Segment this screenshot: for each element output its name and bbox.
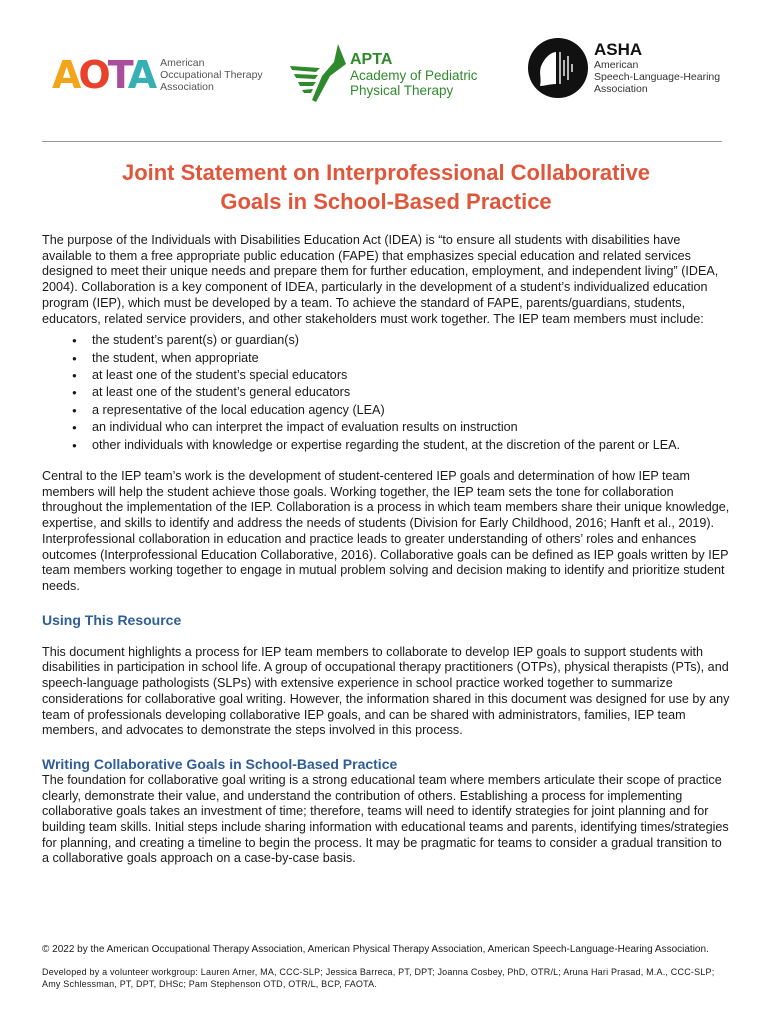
aota-line-1: American (160, 57, 205, 69)
workgroup-credits: Developed by a volunteer workgroup: Lauren Arner, MA, CCC-SLP; Jessica Barreca, PT, DPT; Joanna Cosbey, PhD, OTR/L; Aruna Hari Prasad, M.A., CCC-SLP; Amy Schlessman, PT, DPT, DHSc; Pam Stephenson OTD, OTR/L, BCP, FAOTA. (42, 967, 715, 989)
list-item: ● at least one of the student’s general educators (92, 384, 732, 401)
page-title-line-2: Goals in School-Based Practice (220, 189, 552, 214)
aota-logo-mark (52, 53, 155, 97)
apta-name: APTA (350, 50, 393, 68)
list-item: ● the student, when appropriate (92, 350, 732, 367)
document-body (42, 233, 732, 867)
asha-logo (528, 38, 720, 98)
asha-profile-icon (528, 38, 588, 98)
page-title-line-1: Joint Statement on Interprofessional Collaborative (121, 160, 651, 185)
apta-logo (286, 42, 478, 106)
using-resource-paragraph: This document highlights a process for IEP team members to collaborate to develop IEP goals to support students with disabilities in participation in school life. A group of occupational therapy practitioners (OTPs), physical therapists (PTs), and speech-language pathologists (SLPs) with extensive experience in school practice worked together to summarize considerations for collaborative goal writing. However, the information shared in this document was designed for use by any team of professionals developing collaborative IEP goals, and can be shared with administrators, families, IEP team members, and advocates to demonstrate the steps involved in this process. (42, 644, 730, 738)
apta-line-2: Physical Therapy (350, 82, 454, 98)
aota-logo-text (160, 57, 263, 93)
aota-logo (52, 53, 263, 97)
copyright-notice: © 2022 by the American Occupational Therapy Association, American Physical Therapy Association, American Speech-Language-Hearing Association. (42, 944, 709, 955)
writing-goals-heading: Writing Collaborative Goals in School-Based Practice (42, 755, 398, 772)
aota-letter-o: O (78, 53, 108, 97)
apta-line-1: Academy of Pediatric (350, 67, 478, 83)
list-item: ● at least one of the student’s special educators (92, 367, 732, 384)
aota-line-3: Association (160, 81, 214, 93)
page-title (42, 158, 730, 216)
asha-logo-text (594, 41, 720, 95)
header-divider (42, 141, 722, 142)
using-resource-heading: Using This Resource (42, 611, 182, 628)
aota-letter-a2: A (127, 53, 155, 97)
list-item: ● an individual who can interpret the impact of evaluation results on instruction (92, 419, 732, 436)
list-item: ● the student’s parent(s) or guardian(s) (92, 332, 732, 349)
iep-team-member-list (42, 332, 732, 454)
list-item: ● a representative of the local education agency (LEA) (92, 402, 732, 419)
intro-paragraph: The purpose of the Individuals with Disabilities Education Act (IDEA) is “to ensure all students with disabilities have available to them a free appropriate public education (FAPE) that emphasizes special education and related services designed to meet their unique needs and prepare them for further education, employment, and independent living” (IDEA, 2004). Collaboration is a key component of IDEA, particularly in the development of a student’s individualized education program (IEP), which must be developed by a team. To achieve the standard of FAPE, parents/guardians, students, educators, related service providers, and other stakeholders must work together. The IEP team members must include: (42, 233, 719, 326)
asha-line-3: Association (594, 83, 648, 95)
writing-goals-paragraph: The foundation for collaborative goal writing is a strong educational team where members articulate their scope of practice clearly, demonstrate their value, and understand the contribution of others. Establishing a process for implementing collaborative goals takes an investment of time; therefore, teams will need to identify strategies for joint planning and for building team skills. Initial steps include sharing information with educational teams and parents, identifying times/strategies for planning, and creating a timeline to begin the process. It may be pragmatic for teams to consider a gradual transition to a collaborative goals approach on a case-by-case basis. (42, 772, 729, 866)
aota-letter-a: A (52, 53, 79, 97)
asha-line-1: American (594, 59, 639, 71)
list-item: ● other individuals with knowledge or expertise regarding the student, at the discretion of the parent or LEA. (92, 437, 732, 454)
apta-swoosh-icon (286, 42, 348, 106)
asha-name: ASHA (594, 40, 643, 59)
asha-line-2: Speech-Language-Hearing (594, 71, 721, 83)
logo-bar (0, 38, 768, 118)
aota-letter-t: T (107, 53, 128, 97)
collaboration-paragraph: Central to the IEP team’s work is the development of student-centered IEP goals and determination of how IEP team members will help the student achieve those goals. Working together, the IEP team sets the tone for collaboration throughout the implementation of the IEP. Collaboration is a process in which team members share their unique knowledge, expertise, and skills to identify and address the needs of students (Division for Early Childhood, 2016; Hanft et al., 2019). Interprofessional collaboration in education and practice leads to greater understanding of others’ roles and enhances outcomes (Interprofessional Education Collaborative, 2016). Collaborative goals can be defined as IEP goals written by IEP team members working together to engage in mutual problem solving and decision making to identify and prioritize student needs. (42, 469, 730, 593)
aota-line-2: Occupational Therapy (160, 69, 263, 81)
apta-logo-text (350, 51, 478, 98)
